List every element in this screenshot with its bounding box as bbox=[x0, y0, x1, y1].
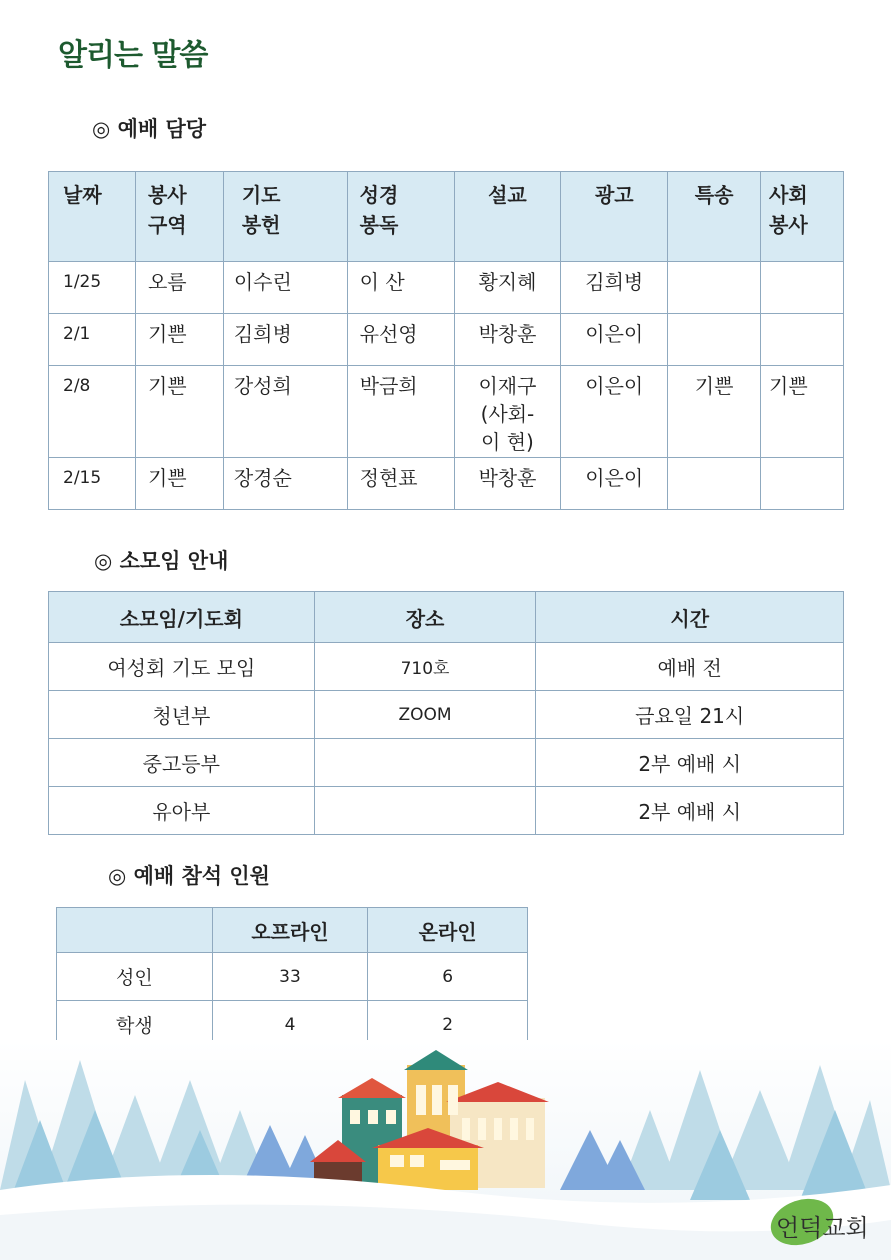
group-row bbox=[49, 643, 844, 691]
col-zone: 봉사 구역 bbox=[135, 172, 223, 262]
duty-row bbox=[49, 366, 844, 458]
duty-cell-song: 기쁜 bbox=[668, 366, 761, 458]
duty-cell-zone: 오름 bbox=[135, 262, 223, 314]
col-date: 날짜 bbox=[49, 172, 136, 262]
groups-heading: ◎ 소모임 안내 bbox=[94, 549, 229, 573]
duty-cell-date: 1/25 bbox=[49, 262, 136, 314]
group-cell-time: 금요일 21시 bbox=[536, 691, 844, 739]
attendance-cell-online: 2 bbox=[368, 1001, 528, 1049]
duty-cell-song bbox=[668, 458, 761, 510]
duty-cell-prayer: 김희병 bbox=[223, 314, 347, 366]
duty-cell-notice: 이은이 bbox=[561, 458, 668, 510]
duty-cell-prayer: 이수린 bbox=[223, 262, 347, 314]
duty-cell-notice: 이은이 bbox=[561, 314, 668, 366]
duty-cell-service bbox=[761, 458, 844, 510]
group-cell-place bbox=[314, 787, 536, 835]
col-att-online: 온라인 bbox=[368, 908, 528, 953]
duty-cell-bible: 정현표 bbox=[347, 458, 454, 510]
duty-cell-notice: 김희병 bbox=[561, 262, 668, 314]
group-cell-place bbox=[314, 739, 536, 787]
duty-row bbox=[49, 314, 844, 366]
attendance-table bbox=[56, 907, 528, 1049]
duty-heading: ◎ 예배 담당 bbox=[92, 117, 207, 141]
col-group-name: 소모임/기도회 bbox=[49, 592, 315, 643]
page-title: 알리는 말씀 bbox=[58, 38, 208, 73]
duty-cell-service bbox=[761, 262, 844, 314]
group-row bbox=[49, 787, 844, 835]
duty-cell-sermon: 황지혜 bbox=[454, 262, 561, 314]
group-cell-place: ZOOM bbox=[314, 691, 536, 739]
attendance-cell-label: 성인 bbox=[57, 953, 213, 1001]
col-group-time: 시간 bbox=[536, 592, 844, 643]
duty-cell-date: 2/8 bbox=[49, 366, 136, 458]
attendance-cell-offline: 33 bbox=[212, 953, 368, 1001]
attendance-cell-label: 학생 bbox=[57, 1001, 213, 1049]
duty-cell-sermon: 박창훈 bbox=[454, 314, 561, 366]
duty-row bbox=[49, 262, 844, 314]
duty-cell-notice: 이은이 bbox=[561, 366, 668, 458]
attendance-row bbox=[57, 953, 528, 1001]
duty-cell-song bbox=[668, 262, 761, 314]
duty-cell-bible: 박금희 bbox=[347, 366, 454, 458]
duty-cell-date: 2/15 bbox=[49, 458, 136, 510]
col-service: 사회 봉사 bbox=[761, 172, 844, 262]
duty-row bbox=[49, 458, 844, 510]
duty-cell-bible: 유선영 bbox=[347, 314, 454, 366]
duty-table bbox=[48, 171, 844, 510]
duty-cell-service bbox=[761, 314, 844, 366]
col-song: 특송 bbox=[668, 172, 761, 262]
duty-cell-zone: 기쁜 bbox=[135, 314, 223, 366]
group-cell-name: 여성회 기도 모임 bbox=[49, 643, 315, 691]
attendance-heading: ◎ 예배 참석 인원 bbox=[108, 864, 270, 888]
col-notice: 광고 bbox=[561, 172, 668, 262]
attendance-cell-offline: 4 bbox=[212, 1001, 368, 1049]
groups-table bbox=[48, 591, 844, 835]
col-group-place: 장소 bbox=[314, 592, 536, 643]
duty-cell-bible: 이 산 bbox=[347, 262, 454, 314]
col-sermon: 설교 bbox=[454, 172, 561, 262]
duty-cell-prayer: 장경순 bbox=[223, 458, 347, 510]
duty-cell-service: 기쁜 bbox=[761, 366, 844, 458]
duty-cell-prayer: 강성희 bbox=[223, 366, 347, 458]
group-cell-place: 710호 bbox=[314, 643, 536, 691]
col-prayer: 기도 봉헌 bbox=[223, 172, 347, 262]
group-cell-time: 2부 예배 시 bbox=[536, 787, 844, 835]
logo-text: 언덕교회 bbox=[776, 1214, 869, 1242]
groups-header-row bbox=[49, 592, 844, 643]
attendance-header-row bbox=[57, 908, 528, 953]
group-row bbox=[49, 739, 844, 787]
duty-cell-zone: 기쁜 bbox=[135, 366, 223, 458]
group-cell-time: 2부 예배 시 bbox=[536, 739, 844, 787]
col-att-offline: 오프라인 bbox=[212, 908, 368, 953]
col-att-label bbox=[57, 908, 213, 953]
group-cell-name: 청년부 bbox=[49, 691, 315, 739]
winter-village-illustration bbox=[0, 1040, 891, 1260]
attendance-cell-online: 6 bbox=[368, 953, 528, 1001]
duty-header-row bbox=[49, 172, 844, 262]
duty-cell-song bbox=[668, 314, 761, 366]
col-bible: 성경 봉독 bbox=[347, 172, 454, 262]
group-cell-time: 예배 전 bbox=[536, 643, 844, 691]
duty-cell-zone: 기쁜 bbox=[135, 458, 223, 510]
group-row bbox=[49, 691, 844, 739]
church-logo bbox=[768, 1196, 878, 1252]
group-cell-name: 중고등부 bbox=[49, 739, 315, 787]
duty-cell-sermon: 박창훈 bbox=[454, 458, 561, 510]
group-cell-name: 유아부 bbox=[49, 787, 315, 835]
duty-cell-sermon: 이재구 (사회- 이 현) bbox=[454, 366, 561, 458]
duty-cell-date: 2/1 bbox=[49, 314, 136, 366]
